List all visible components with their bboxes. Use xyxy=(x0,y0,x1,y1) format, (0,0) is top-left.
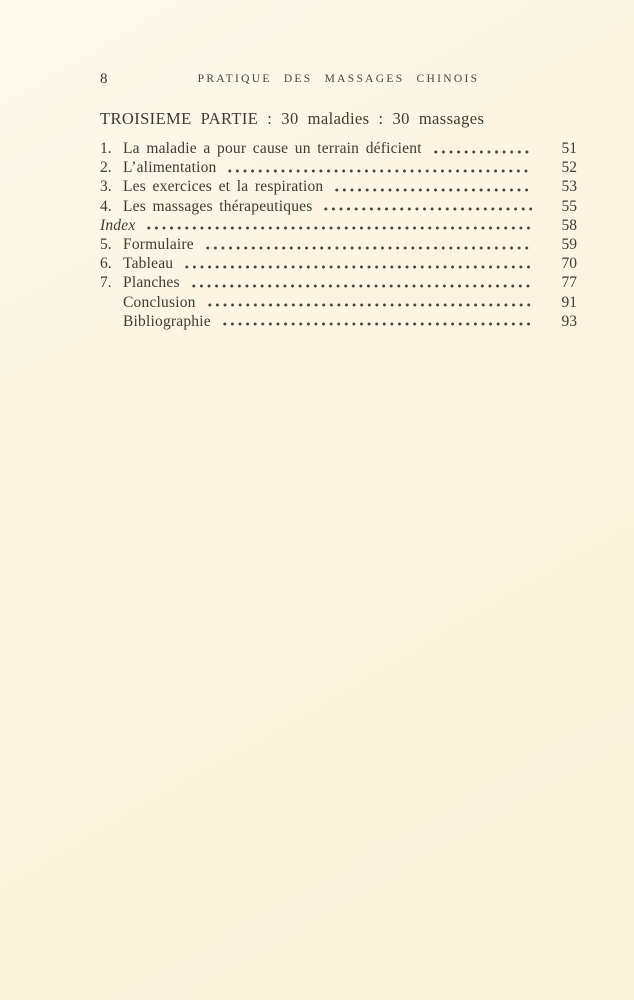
toc-item-page-number: 91 xyxy=(561,293,577,311)
dot-leader xyxy=(190,273,532,292)
running-header xyxy=(100,70,577,88)
dot-leader xyxy=(183,254,532,273)
toc-item-label: Les exercices et la respiration xyxy=(123,178,324,196)
section-title: TROISIEME PARTIE : 30 maladies : 30 massages xyxy=(100,109,485,128)
toc-row xyxy=(100,197,577,216)
toc-item-number: 1. xyxy=(100,140,112,157)
toc-item-label: Tableau xyxy=(123,255,174,273)
dot-leader xyxy=(322,197,532,216)
toc-item-label: La maladie a pour cause un terrain déficient xyxy=(123,140,422,157)
toc-row xyxy=(100,158,577,177)
page-number: 8 xyxy=(100,71,108,87)
dot-leader xyxy=(432,139,532,158)
toc-item-number: 6. xyxy=(100,255,112,273)
toc-item-number: 2. xyxy=(100,159,112,177)
toc-item-number: 5. xyxy=(100,235,112,253)
dot-leader xyxy=(221,312,532,331)
toc-item-page-number: 53 xyxy=(561,178,577,196)
toc-item-label: Index xyxy=(100,216,136,234)
toc-item-label: Conclusion xyxy=(123,293,196,311)
toc-item-number: 4. xyxy=(100,197,112,215)
toc-row xyxy=(100,235,577,254)
toc-item-page-number: 55 xyxy=(561,197,577,215)
toc-item-page-number: 58 xyxy=(561,216,577,234)
toc-item-page-number: 93 xyxy=(561,312,577,330)
table-of-contents xyxy=(100,139,577,331)
dot-leader xyxy=(206,293,532,312)
toc-row xyxy=(100,177,577,196)
toc-item-page-number: 77 xyxy=(561,274,577,292)
toc-item-page-number: 59 xyxy=(561,235,577,253)
toc-item-number: 3. xyxy=(100,178,112,196)
toc-row xyxy=(100,139,577,158)
toc-row xyxy=(100,254,577,273)
toc-row xyxy=(100,216,577,235)
running-title: PRATIQUE DES MASSAGES CHINOIS xyxy=(197,73,480,85)
toc-item-label: L’alimentation xyxy=(123,159,217,177)
dot-leader xyxy=(204,235,532,254)
toc-item-label: Les massages thérapeutiques xyxy=(123,197,313,215)
dot-leader xyxy=(226,158,532,177)
toc-item-number: 7. xyxy=(100,274,112,292)
toc-item-label: Bibliographie xyxy=(123,312,211,330)
dot-leader xyxy=(145,216,532,235)
toc-item-page-number: 52 xyxy=(561,159,577,177)
toc-row xyxy=(100,273,577,292)
toc-item-label: Formulaire xyxy=(123,235,194,253)
toc-item-page-number: 70 xyxy=(561,255,577,273)
toc-row xyxy=(100,312,577,331)
toc-item-label: Planches xyxy=(123,274,180,292)
dot-leader xyxy=(333,177,532,196)
toc-item-page-number: 51 xyxy=(561,140,577,157)
toc-row xyxy=(100,293,577,312)
